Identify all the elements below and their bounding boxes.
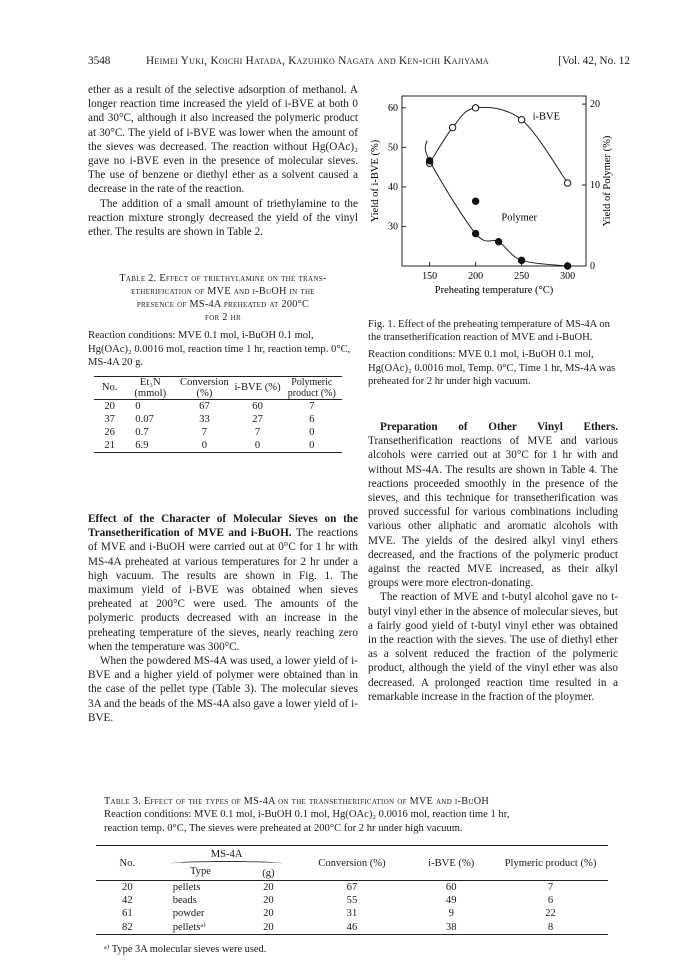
table-3-conditions <box>104 808 618 835</box>
table-row <box>96 907 608 920</box>
paragraph-4: When the powdered MS-4A was used, a lower yield of i-BVE and a higher yield of polymer were obtained than in the case of the pellet type (Table 3). The molecular sieves 3A and the beads of the MS-4A also gave a lower yield of i-BVE. <box>88 655 358 724</box>
table-cell: 37 <box>104 413 115 425</box>
table-cell: 7 <box>201 426 208 438</box>
table-cell: pelletsᵃ⁾ <box>172 922 206 934</box>
page-number: 3548 <box>88 55 111 67</box>
table-2-col-polymeric: Polymeric product (%) <box>287 376 336 399</box>
table-cell: 0 <box>309 426 315 438</box>
data-point <box>426 158 432 164</box>
data-point <box>518 257 524 263</box>
paragraph-3-text: The reactions of MVE and i-BuOH were carried out at 0°C for 1 hr with MS-4A preheated at various temperatures for 2 hr under a high vacuum. The results are shown in Fig. 1. The maximum yield of i-BVE was obtained when sieves preheated at 200°C were used. The amounts of the polymeric products decreased with an increase in the preheating temperature of the sieves, nearly reaching zero when the temperature was 300°C. <box>88 527 358 653</box>
series-line-polymer <box>425 141 567 266</box>
x-tick-label: 250 <box>514 271 530 282</box>
table-2-col-et3n: Et₃N (mmol) <box>134 376 167 399</box>
table-3-grid <box>96 845 608 935</box>
table-2-conditions: Reaction conditions: MVE 0.1 mol, i-BuOH 0.1 mol, Hg(OAc)₂ 0.0016 mol, reaction time 1 hr, reaction temp. 0°C, MS-4A 20 g. <box>88 330 351 369</box>
section-heading-other-vinyl-ethers: Preparation of Other Vinyl Ethers. <box>380 421 618 433</box>
data-point <box>564 180 570 186</box>
table-2 <box>88 272 358 453</box>
table-row <box>96 920 608 935</box>
left-column-bottom <box>88 512 358 725</box>
x-tick-label: 300 <box>560 271 576 282</box>
table-cell: beads <box>172 895 197 907</box>
table-3-col-grams: (g) <box>262 867 275 879</box>
table-3 <box>88 795 618 955</box>
y-tick-label: 40 <box>388 181 398 193</box>
table-2-title <box>88 272 358 324</box>
table-row <box>94 399 342 413</box>
table-2-col-conversion: Conversion (%) <box>180 376 229 399</box>
table-cell: powder <box>172 908 205 920</box>
table-cell: 7 <box>254 426 261 438</box>
table-cell: 0 <box>309 439 315 451</box>
figure-1 <box>366 88 616 320</box>
table-cell: 55 <box>346 895 358 907</box>
table-cell: 22 <box>545 908 556 920</box>
paragraph-1: ether as a result of the selective adsorption of methanol. A longer reaction time increased the yield of i-BVE at both 0 and 30°C, although it also increased the polymeric product at 30°C. The yield of i-BVE was lower when the amount of the sieves was decreased. The reaction without Hg(OAc)₂ gave no i-BVE even in the presence of molecular sieves. The use of benzene or diethyl ether as a solvent caused a decrease in the rate of the reaction. <box>88 84 358 196</box>
table-2-title-line1: Effect of triethylamine on the trans- <box>159 273 327 284</box>
table-cell: 7 <box>547 882 554 894</box>
table-3-footnote: ᵃ⁾ Type 3A molecular sieves were used. <box>104 944 267 956</box>
table-3-col-type: Type <box>189 866 211 878</box>
figure-1-conditions: Reaction conditions: MVE 0.1 mol, i-BuOH 0.1 mol, Hg(OAc)₂ 0.0016 mol, Temp. 0°C, Time 1 hr, MS-4A was preheated for 2 hr under high vacuum. <box>368 349 616 387</box>
table-2-title-line2: etherification of MVE and i-BuOH in the <box>131 286 315 297</box>
table-3-col-conversion: Conversion (%) <box>318 857 386 869</box>
paragraph-3 <box>88 512 358 654</box>
table-cell: 61 <box>122 908 133 920</box>
data-point <box>449 124 455 130</box>
table-cell: 7 <box>309 400 315 412</box>
data-point <box>472 198 478 204</box>
table-cell: 38 <box>445 921 457 933</box>
y2-tick-label: 0 <box>590 261 595 272</box>
table-cell: 33 <box>199 413 210 425</box>
table-cell: pellets <box>172 882 201 894</box>
table-row <box>96 894 608 907</box>
y2-tick-label: 20 <box>590 99 600 111</box>
table-cell: 0 <box>254 439 261 451</box>
header-authors: Heimei Yuki, Koichi Hatada, Kazuhiko Nagata and Ken-ichi Kajiyama <box>146 55 489 67</box>
y-tick-label: 30 <box>388 221 398 233</box>
y2-axis-label: Yield of Polymer (%) <box>602 135 613 227</box>
table-2-col-ibve: i-BVE (%) <box>234 382 281 394</box>
table-row <box>94 439 342 453</box>
table-cell: 6.9 <box>135 439 149 451</box>
table-cell: 6 <box>309 413 315 425</box>
right-column-text <box>368 420 618 704</box>
table-row <box>96 881 608 895</box>
x-axis-label: Preheating temperature (°C) <box>434 285 554 296</box>
table-cell: 46 <box>346 921 358 933</box>
table-cell: 6 <box>547 895 554 907</box>
page-header <box>88 55 628 71</box>
table-cell: 67 <box>199 400 210 412</box>
data-point <box>472 105 478 111</box>
table-cell: 27 <box>252 413 263 425</box>
table-2-title-line4: for 2 hr <box>205 312 241 323</box>
table-cell: 82 <box>122 921 133 933</box>
series-label-polymer: Polymer <box>501 212 537 224</box>
table-row <box>94 413 342 426</box>
paragraph-6: The reaction of MVE and t-butyl alcohol gave no t-butyl vinyl ether in the absence of molecular sieves, but a fairly good yield of t-butyl vinyl ether was obtained in the reaction with the sieves. The use of diethyl ether as a solvent reduced the fraction of the polymeric product, although the yield of the vinyl ether was also decreased. A prolonged reaction time resulted in a remarkable increase in the fraction of the ploymer. <box>368 591 618 703</box>
table-cell: 0.7 <box>135 426 149 438</box>
table-2-col-no: No. <box>101 382 118 394</box>
table-cell: 20 <box>263 895 274 907</box>
table-cell: 42 <box>122 895 133 907</box>
data-point <box>472 230 478 236</box>
table-3-title-text: Effect of the types of MS-4A on the transetherification of MVE and i-BuOH <box>143 796 490 807</box>
table-cell: 20 <box>263 882 274 894</box>
table-row <box>94 426 342 439</box>
table-2-label: Table 2. <box>119 273 157 284</box>
table-cell: 20 <box>263 921 274 933</box>
figure-1-chart <box>366 88 616 320</box>
table-3-conditions-line1: Reaction conditions: MVE 0.1 mol, i-BuOH 0.1 mol, Hg(OAc)₂ 0.0016 mol, reaction time 1 hr, <box>104 809 510 820</box>
table-cell: 9 <box>448 908 454 920</box>
table-cell: 0 <box>135 400 141 412</box>
data-point <box>518 117 524 123</box>
section-heading-molecular-sieves: Effect of the Character of Molecular Sieves on the Transetherification of MVE and i-BuOH. <box>88 513 358 540</box>
series-label-ibve: i-BVE <box>532 111 561 123</box>
table-3-group-label: MS-4A <box>210 849 243 861</box>
table-3-col-ibve: i-BVE (%) <box>428 857 475 869</box>
table-3-conditions-line2: reaction temp. 0°C, The sieves were preheated at 200°C for 2 hr under high vacuum. <box>104 822 463 834</box>
y-axis-label: Yield of i-BVE (%) <box>370 139 381 223</box>
data-point <box>495 239 501 245</box>
table-cell: 20 <box>104 400 115 412</box>
table-3-label: Table 3. <box>104 796 142 807</box>
figure-1-caption-block <box>368 318 616 388</box>
table-cell: 26 <box>104 426 115 438</box>
table-cell: 0.07 <box>135 413 154 425</box>
table-cell: 60 <box>445 882 457 894</box>
table-cell: 67 <box>346 882 358 894</box>
table-2-grid <box>94 376 342 453</box>
header-volume: [Vol. 42, No. 12 <box>558 55 630 67</box>
table-3-col-no: No. <box>119 857 136 869</box>
table-cell: 21 <box>104 439 115 451</box>
paragraph-5-text: Transetherification reactions of MVE and various alcohols were carried out at 30°C for 1 hr with and without MS-4A. The results are shown in Table 4. The reactions proceeded smoothly in the presence of the sieves, and this technique for transetherification was proved successful for various combinations including various other aliphatic and aromatic alcohols with MVE. The yields of the desired alkyl vinyl ethers decreased, and the fractions of the polymeric product against the reacted MVE increased, as their alkyl groups were more electron-donating. <box>368 435 618 590</box>
table-cell: 49 <box>445 895 457 907</box>
table-3-group-ms4a <box>159 846 295 867</box>
table-2-title-line3: presence of MS-4A preheated at 200°C <box>136 299 310 310</box>
data-point <box>564 263 570 269</box>
x-tick-label: 200 <box>468 271 484 282</box>
table-2-body <box>94 399 342 452</box>
table-cell: 20 <box>122 882 133 894</box>
y2-tick-label: 10 <box>590 180 600 192</box>
table-cell: 31 <box>346 908 358 920</box>
figure-1-caption: Fig. 1. Effect of the preheating temperature of MS-4A on the transetherification reaction of MVE and i-BuOH. <box>368 319 610 344</box>
table-cell: 20 <box>263 908 274 920</box>
table-cell: 0 <box>201 439 208 451</box>
x-tick-label: 150 <box>422 271 438 282</box>
table-3-title <box>104 795 618 808</box>
table-cell: 60 <box>252 400 263 412</box>
table-cell: 8 <box>547 921 554 933</box>
paragraph-2: The addition of a small amount of triethylamine to the reaction mixture strongly decreased the yield of the vinyl ether. The results are shown in Table 2. <box>88 197 358 239</box>
y-tick-label: 50 <box>388 142 398 154</box>
left-column-top <box>88 83 358 239</box>
table-3-body <box>96 881 608 935</box>
table-3-col-polymeric: Plymeric product (%) <box>504 857 597 869</box>
paragraph-5 <box>368 420 618 590</box>
y-tick-label: 60 <box>388 102 398 114</box>
